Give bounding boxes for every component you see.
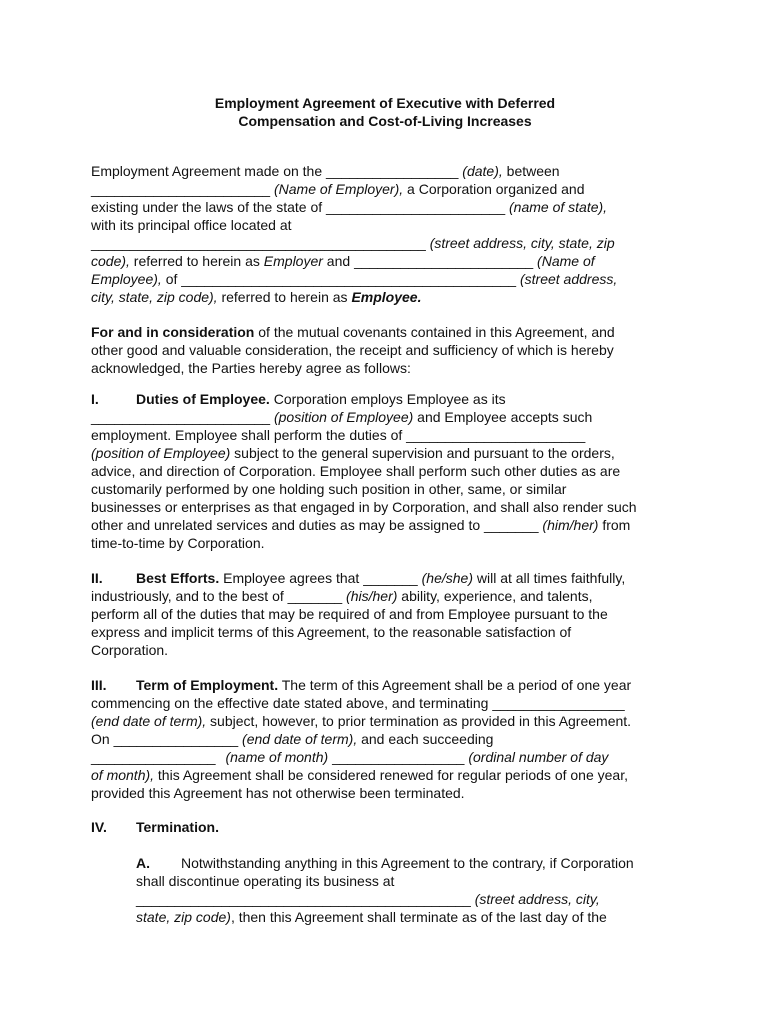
section-4-line-2: shall discontinue operating its business at xyxy=(136,873,395,889)
intro-line-3: existing under the laws of the state of _______________________ (name of state), xyxy=(91,199,608,215)
section-3-line-4: On ________________ (end date of term), and each succeeding xyxy=(91,731,494,747)
section-2-line-3: perform all of the duties that may be required of and from Employee pursuant to the xyxy=(91,606,608,622)
section-4-line-3: ___________________________________________ (street address, city, xyxy=(136,891,600,907)
intro-line-7: Employee), of ___________________________________________ (street address, xyxy=(91,271,618,287)
section-2-line-1: Best Efforts. Employee agrees that _______ (he/she) will at all times faithfully, xyxy=(136,570,626,586)
document-title xyxy=(0,94,770,130)
section-2-line-5: Corporation. xyxy=(91,642,169,658)
intro-line-6: code), referred to herein as Employer and _______________________ (Name of xyxy=(91,253,595,269)
intro-line-4: with its principal office located at xyxy=(91,217,292,233)
consideration-line-3: acknowledged, the Parties hereby agree as follows: xyxy=(91,360,411,376)
section-1-line-9: time-to-time by Corporation. xyxy=(91,535,265,551)
section-1-line-7: businesses or enterprises as that engaged in by Corporation, and shall also render such xyxy=(91,499,637,515)
section-4-number: IV. xyxy=(91,819,107,835)
section-1-line-4: (position of Employee) subject to the general supervision and pursuant to the orders, xyxy=(91,445,615,461)
intro-line-1: Employment Agreement made on the _________________ (date), between xyxy=(91,163,560,179)
section-1-line-1: Duties of Employee. Corporation employs Employee as its xyxy=(136,391,506,407)
section-1-number: I. xyxy=(91,391,99,407)
section-4-sub-a-label: A. xyxy=(136,855,150,871)
section-2-line-4: express and implicit terms of this Agreement, to the reasonable satisfaction of xyxy=(91,624,572,640)
intro-line-2: _______________________ (Name of Employer), a Corporation organized and xyxy=(91,181,585,197)
section-2-number: II. xyxy=(91,570,103,586)
section-3-number: III. xyxy=(91,677,107,693)
title-line-1: Employment Agreement of Executive with Deferred xyxy=(214,95,556,111)
section-3-line-7: provided this Agreement has not otherwise been terminated. xyxy=(91,785,465,801)
section-2-line-2: industriously, and to the best of _______ (his/her) ability, experience, and talents, xyxy=(91,588,593,604)
section-3-line-1: Term of Employment. The term of this Agreement shall be a period of one year xyxy=(136,677,632,693)
section-1-line-3: employment. Employee shall perform the duties of _______________________ xyxy=(91,427,586,443)
intro-line-5: ___________________________________________ (street address, city, state, zip xyxy=(91,235,615,251)
consideration-line-2: other good and valuable consideration, the receipt and sufficiency of which is hereby xyxy=(91,342,614,358)
section-4-line-1: Notwithstanding anything in this Agreement to the contrary, if Corporation xyxy=(181,855,634,871)
section-4-heading: Termination. xyxy=(136,819,219,835)
title-line-2: Compensation and Cost-of-Living Increases xyxy=(238,113,532,129)
section-1-line-2: _______________________ (position of Employee) and Employee accepts such xyxy=(91,409,593,425)
section-3-line-3: (end date of term), subject, however, to prior termination as provided in this Agreement. xyxy=(91,713,632,729)
section-1-line-6: customarily performed by one holding such position in other, same, or similar xyxy=(91,481,567,497)
consideration-line-1: For and in consideration of the mutual covenants contained in this Agreement, and xyxy=(91,324,615,340)
section-3-line-5: ________________ (name of month) _________________ (ordinal number of day xyxy=(91,749,609,765)
section-3-line-2: commencing on the effective date stated above, and terminating _________________ xyxy=(91,695,625,711)
section-1-line-8: other and unrelated services and duties as may be assigned to _______ (him/her) from xyxy=(91,517,631,533)
intro-line-8: city, state, zip code), referred to herein as Employee. xyxy=(91,289,422,305)
section-4-line-4: state, zip code), then this Agreement shall terminate as of the last day of the xyxy=(136,909,607,925)
section-1-line-5: advice, and direction of Corporation. Employee shall perform such other duties as are xyxy=(91,463,621,479)
section-3-line-6: of month), this Agreement shall be considered renewed for regular periods of one year, xyxy=(91,767,628,783)
